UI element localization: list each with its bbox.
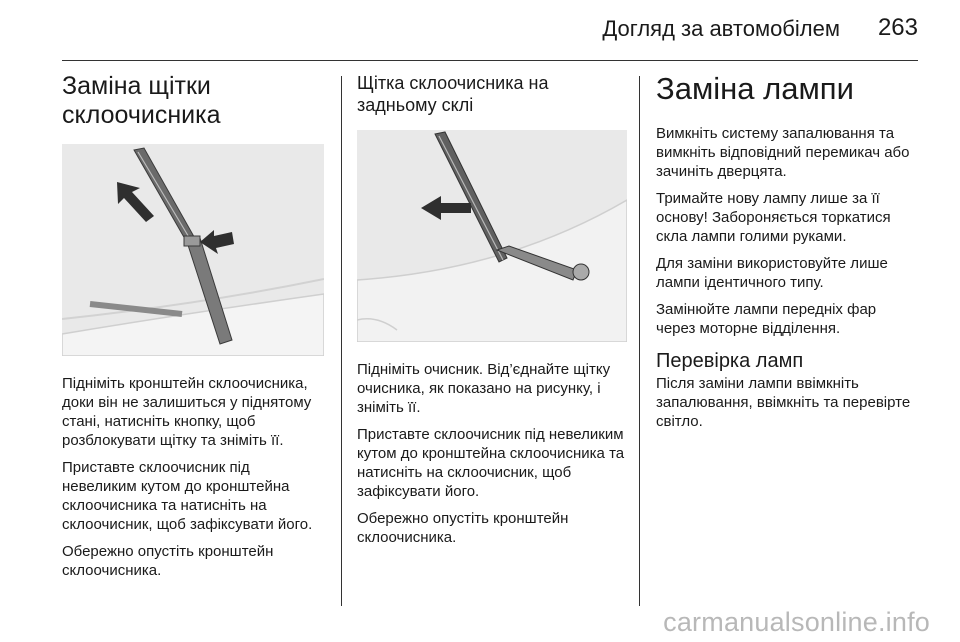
subheading-bulb-check: Перевірка ламп	[656, 350, 804, 372]
column-rear-wiper	[357, 72, 627, 555]
watermark: carmanualsonline.info	[663, 607, 930, 637]
column-wiper-blade	[62, 72, 324, 588]
paragraph-bulb-check: Після заміни лампи ввімкніть запалювання, ввімкніть та перевірте світло.	[656, 375, 911, 430]
page-header	[0, 0, 960, 62]
page-number: 263	[877, 14, 918, 41]
column-divider-1	[341, 76, 342, 606]
wiper-blade-illustration	[62, 144, 324, 356]
header-rule	[62, 60, 918, 61]
paragraph-1: Підніміть очисник. Від’єднайте щітку очисника, як показано на рисунку, і зніміть її.	[357, 361, 611, 416]
paragraph-3: Обережно опустіть кронштейн склоочисника.	[357, 510, 569, 546]
running-title: Догляд за автомобілем	[602, 16, 840, 41]
heading-line-1: Щітка склоочисника на	[357, 73, 549, 93]
paragraph-3: Для заміни використовуйте лише лампи ідентичного типу.	[656, 255, 888, 291]
paragraph-1: Підніміть кронштейн склоочисника, доки він не залишиться у піднятому стані, натисніть кнопку, щоб розблокувати щітку та зніміть її.	[62, 375, 312, 449]
paragraph-1: Вимкніть систему запалювання та вимкніть відповідний перемикач або зачиніть дверцята.	[656, 125, 910, 180]
heading-line-2: склоочисника	[62, 101, 221, 129]
section-heading-bulb: Заміна лампи	[656, 71, 854, 106]
section-heading-rear-wiper	[357, 72, 627, 116]
paragraph-4: Замінюйте лампи передніх фар через моторне відділення.	[656, 301, 877, 337]
paragraph-2: Приставте склоочисник під невеликим кутом до кронштейна склоочисника та натисніть на склоочисник, щоб зафіксувати його.	[357, 426, 625, 500]
heading-line-1: Заміна щітки	[62, 72, 211, 100]
paragraph-2: Тримайте нову лампу лише за її основу! Забороняється торкатися скла лампи голими руками.	[656, 190, 891, 245]
section-heading-wiper	[62, 72, 324, 130]
column-divider-2	[639, 76, 640, 606]
paragraph-2: Приставте склоочисник під невеликим кутом до кронштейна склоочисника та натисніть на склоочисник, щоб зафіксувати його.	[62, 459, 313, 533]
column-bulb-replacement	[656, 72, 918, 439]
rear-wiper-illustration	[357, 130, 627, 342]
paragraph-3: Обережно опустіть кронштейн склоочисника.	[62, 543, 274, 579]
heading-line-2: задньому склі	[357, 95, 474, 115]
